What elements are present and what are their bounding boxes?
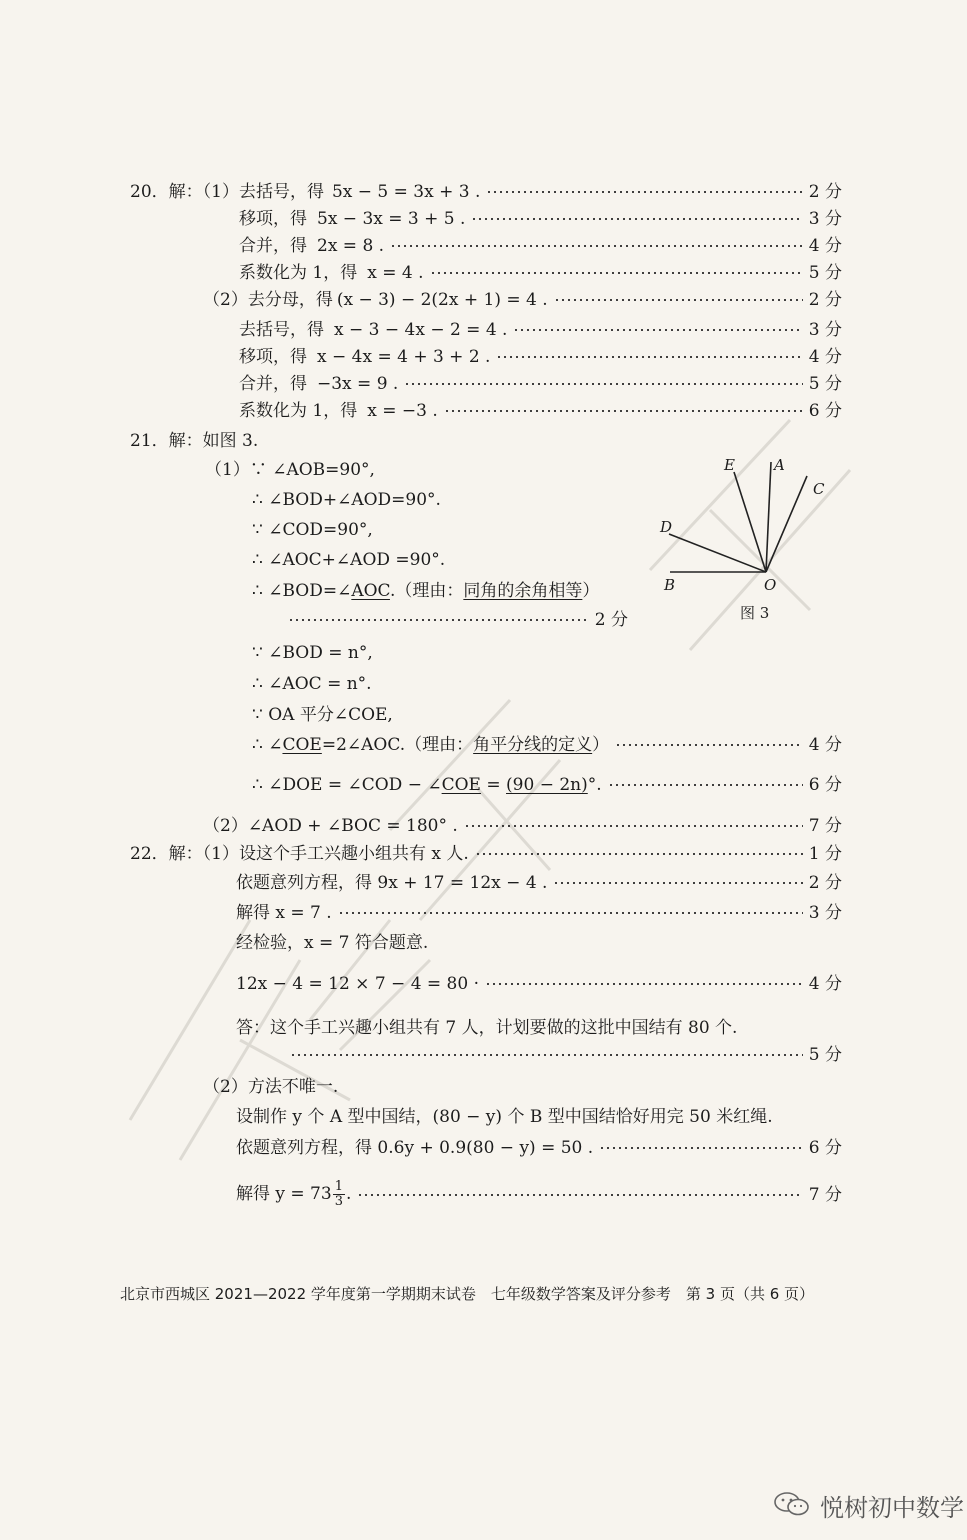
- label-A: A: [774, 456, 785, 474]
- q21-line8: ∵ OA 平分∠COE,: [252, 705, 393, 725]
- q21-head: 21．解：如图 3.: [130, 431, 259, 451]
- blank-answer: COE: [282, 735, 322, 755]
- q22-line6: 答：这个手工兴趣小组共有 7 人，计划要做的这批中国结有 80 个.: [236, 1018, 738, 1038]
- equation: 2x = 8 .: [317, 236, 385, 256]
- blank-reason: 同角的余角相等: [463, 581, 583, 601]
- label-E: E: [724, 456, 735, 474]
- leader-dots: [486, 191, 802, 193]
- q20-p2-head: （2）去分母，得: [203, 290, 333, 310]
- score: 5 分: [808, 263, 842, 283]
- label-O: O: [764, 576, 777, 594]
- equation: x = 4 .: [367, 263, 424, 283]
- q20-p1-line3: [239, 235, 842, 257]
- q22-line9: [236, 1180, 842, 1209]
- blank-answer: AOC: [351, 581, 390, 601]
- step-label: 移项，得: [239, 209, 307, 229]
- q21-line4: ∴ ∠AOC+∠AOD =90°.: [252, 550, 446, 570]
- leader-dots: [357, 1194, 802, 1196]
- score: 6 分: [808, 1138, 842, 1158]
- leader-dots: [390, 245, 803, 247]
- leader-dots: [430, 272, 803, 274]
- q21-line10: [252, 774, 842, 796]
- leader-dots: [513, 329, 802, 331]
- wechat-icon: [772, 1490, 812, 1518]
- text: =2∠AOC.（理由：: [321, 735, 474, 755]
- equation: （2）∠AOD + ∠BOC = 180° .: [203, 816, 458, 836]
- text: ）: [582, 581, 600, 601]
- score: 2 分: [594, 610, 628, 630]
- ray-OD: [669, 534, 766, 572]
- equation: 解得 x = 7 .: [236, 903, 332, 923]
- leader-dots: [553, 882, 802, 884]
- leader-dots: [444, 410, 803, 412]
- equation: x = −3 .: [367, 401, 438, 421]
- text: ∴ ∠: [252, 735, 283, 755]
- score: 1 分: [808, 844, 842, 864]
- step-label: 系数化为 1，得: [239, 401, 358, 421]
- blank-answer: (90 − 2n): [506, 775, 588, 795]
- q22-line5: [236, 973, 842, 995]
- q22-line7: 设制作 y 个 A 型中国结，(80 − y) 个 B 型中国结恰好用完 50 米红绳.: [236, 1107, 773, 1127]
- text: .: [345, 1184, 352, 1204]
- equation: −3x = 9 .: [317, 374, 399, 394]
- fraction: [333, 1180, 345, 1209]
- leader-dots: [599, 1147, 803, 1149]
- leader-dots: [464, 825, 803, 827]
- equation: 依题意列方程，得 0.6y + 0.9(80 − y) = 50 .: [236, 1138, 594, 1158]
- score: 2 分: [808, 182, 842, 202]
- step-label: 合并，得: [239, 236, 307, 256]
- q21-line2: ∴ ∠BOD+∠AOD=90°.: [252, 490, 441, 510]
- ray-OA: [766, 462, 771, 572]
- equation: 5x − 3x = 3 + 5 .: [317, 209, 466, 229]
- ray-OE: [734, 472, 766, 572]
- blank-answer: COE: [441, 775, 481, 795]
- leader-dots: [554, 299, 803, 301]
- text: °.: [587, 775, 602, 795]
- q20-p1-line2: [239, 208, 842, 230]
- label-B: B: [664, 576, 676, 594]
- step-label: 合并，得: [239, 374, 307, 394]
- denominator: 3: [334, 1194, 343, 1209]
- leader-dots: [290, 1054, 803, 1056]
- label-C: C: [813, 480, 825, 498]
- step-label: 系数化为 1，得: [239, 263, 358, 283]
- score: 3 分: [808, 903, 842, 923]
- q21-line9: [252, 734, 842, 756]
- equation: 依题意列方程，得 9x + 17 = 12x − 4 .: [236, 873, 548, 893]
- leader-dots: [485, 983, 803, 985]
- page-footer: 北京市西城区 2021—2022 学年度第一学期期末试卷 七年级数学答案及评分参考 第 3 页（共 6 页）: [120, 1285, 815, 1303]
- score: 5 分: [808, 374, 842, 394]
- q20-p1-eq1: 5x − 5 = 3x + 3 .: [331, 182, 481, 202]
- score: 4 分: [808, 347, 842, 367]
- text: 解得 y = 73: [236, 1184, 332, 1204]
- q20-p2-line3: [239, 346, 842, 368]
- blank-reason: 角平分线的定义: [473, 735, 593, 755]
- q21-line5: [252, 580, 599, 602]
- q20-p2-line5: [239, 400, 842, 422]
- text: =: [480, 775, 507, 795]
- q22-line3: [236, 902, 842, 924]
- q21-line6: ∵ ∠BOD = n°,: [252, 643, 373, 663]
- leader-dots: [475, 853, 803, 855]
- brand-watermark: 悦树初中数学: [820, 1494, 964, 1522]
- text: 22．解：（1）设这个手工兴趣小组共有 x 人.: [130, 844, 469, 864]
- q20-p2-line2: [239, 319, 842, 341]
- text: ∴ ∠BOD=∠: [252, 581, 352, 601]
- score: 4 分: [808, 974, 842, 994]
- q20-p1-line4: [239, 262, 842, 284]
- score: 2 分: [808, 873, 842, 893]
- q20-p1-line1: [130, 181, 842, 203]
- score: 5 分: [808, 1045, 842, 1065]
- q21-line7: ∴ ∠AOC = n°.: [252, 674, 372, 694]
- score: 4 分: [808, 735, 842, 755]
- numerator: 1: [334, 1179, 343, 1194]
- text: ∴ ∠DOE = ∠COD − ∠: [252, 775, 442, 795]
- q21-line1: （1）∵ ∠AOB=90°,: [205, 460, 375, 480]
- score: 7 分: [808, 816, 842, 836]
- q22-line6-score: [290, 1044, 842, 1066]
- text: .（理由：: [389, 581, 464, 601]
- figure-caption: 图 3: [740, 604, 770, 622]
- leader-dots: [288, 619, 589, 621]
- q22-p2-head: （2）方法不唯一.: [203, 1077, 339, 1097]
- text: [252, 734, 609, 756]
- q21-line5-score: [288, 609, 628, 631]
- score: 6 分: [808, 775, 842, 795]
- score: 3 分: [808, 320, 842, 340]
- equation: (x − 3) − 2(2x + 1) = 4 .: [336, 290, 548, 310]
- step-label: 移项，得: [239, 347, 307, 367]
- q21-part2: [203, 815, 842, 837]
- score: 7 分: [808, 1184, 842, 1205]
- label-D: D: [660, 518, 673, 536]
- q21-line3: ∵ ∠COD=90°,: [252, 520, 373, 540]
- q20-head: 20．解：（1）去括号，得: [130, 182, 324, 202]
- leader-dots: [338, 912, 803, 914]
- text: [252, 774, 602, 796]
- leader-dots: [608, 784, 803, 786]
- equation: 12x − 4 = 12 × 7 − 4 = 80 ·: [236, 974, 479, 994]
- leader-dots: [404, 383, 802, 385]
- score: 3 分: [808, 209, 842, 229]
- q20-p2-line1: [203, 289, 842, 311]
- step-label: 去括号，得: [239, 320, 324, 340]
- leader-dots: [496, 356, 802, 358]
- score: 4 分: [808, 236, 842, 256]
- score: 6 分: [808, 401, 842, 421]
- q22-line4: 经检验，x = 7 符合题意.: [236, 933, 429, 953]
- q22-line2: [236, 872, 842, 894]
- figure-3-diagram: [640, 450, 840, 630]
- equation: x − 4x = 4 + 3 + 2 .: [317, 347, 491, 367]
- text: ）: [592, 735, 610, 755]
- score: 2 分: [808, 290, 842, 310]
- equation: x − 3 − 4x − 2 = 4 .: [334, 320, 508, 340]
- q20-p2-line4: [239, 373, 842, 395]
- q22-line1: [130, 843, 842, 865]
- ray-OC: [766, 476, 807, 572]
- equation: [236, 1180, 351, 1209]
- leader-dots: [471, 218, 802, 220]
- q22-line8: [236, 1137, 842, 1159]
- leader-dots: [615, 744, 803, 746]
